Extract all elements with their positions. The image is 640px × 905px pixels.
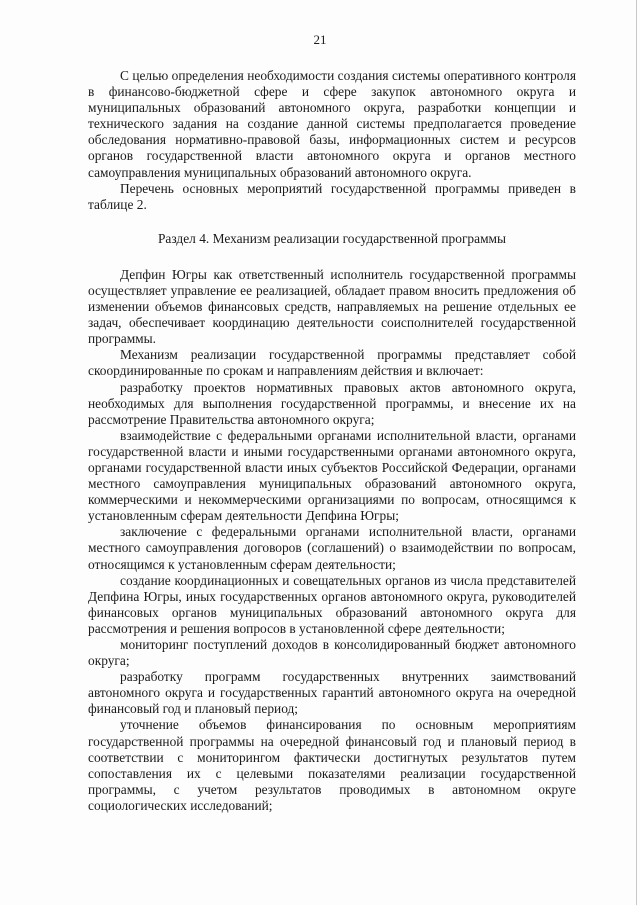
list-item-interaction: взаимодействие с федеральными органами исполнительной власти, органами государственной власти и иными государственными органами автономного округа, органами государственной власти иных субъектов Российской Федерации, органами местного самоуправления муниципальных образований автономного округа, коммерческими и некоммерческими организациями по вопросам, относящимся к установленным сферам деятельности Депфина Югры; — [88, 427, 576, 524]
list-item-revenue-monitoring: мониторинг поступлений доходов в консолидированный бюджет автономного округа; — [88, 637, 576, 669]
list-item-agreements: заключение с федеральными органами исполнительной власти, органами местного самоуправления договоров (соглашений) о взаимодействии по вопросам, относящимся к установленным сферам деятельности; — [88, 524, 576, 572]
document-body — [88, 68, 576, 814]
paragraph-control-system: С целью определения необходимости создания системы оперативного контроля в финансово-бюджетной сфере и сфере закупок автономного округа и муниципальных образований автономного округа, разработки концепции и технического задания на создание данной системы предполагается проведение обследования нормативно-правовой базы, информационных систем и ресурсов органов государственной власти автономного округа и органов местного самоуправления муниципальных образований автономного округа. — [88, 68, 576, 180]
page-number: 21 — [313, 32, 327, 47]
list-item-coordination-bodies: создание координационных и совещательных органов из числа представителей Депфина Югры, иных государственных органов автономного округа, руководителей финансовых органов муниципальных образований автономного округа для рассмотрения и решения вопросов в установленной сфере деятельности; — [88, 572, 576, 636]
page-edge-line — [636, 0, 637, 905]
paragraph-table-reference: Перечень основных мероприятий государственной программы приведен в таблице 2. — [88, 180, 576, 212]
list-item-funding-adjustment: уточнение объемов финансирования по основным мероприятиям государственной программы на очередной финансовый год и плановый период в соответствии с мониторингом фактически достигнутых результатов путем сопоставления их с целевыми показателями реализации государственной программы, с учетом результатов проводимых в автономном округе социологических исследований; — [88, 717, 576, 813]
paragraph-depfin-role: Депфин Югры как ответственный исполнитель государственной программы осуществляет управление ее реализацией, обладает правом вносить предложения об изменении объемов финансовых средств, направляемых на решение отдельных ее задач, обеспечивает координацию деятельности соисполнителей государственной программы. — [88, 266, 576, 347]
list-item-legal-acts: разработку проектов нормативных правовых актов автономного округа, необходимых для выполнения государственной программы, и внесение их на рассмотрение Правительства автономного округа; — [88, 379, 576, 427]
list-item-borrowing-programs: разработку программ государственных внутренних заимствований автономного округа и государственных гарантий автономного округа на очередной финансовый год и плановый период; — [88, 669, 576, 717]
paragraph-mechanism-intro: Механизм реализации государственной программы представляет собой скоординированные по срокам и направлениям действия и включает: — [88, 347, 576, 379]
section-heading: Раздел 4. Механизм реализации государственной программы — [157, 230, 507, 246]
